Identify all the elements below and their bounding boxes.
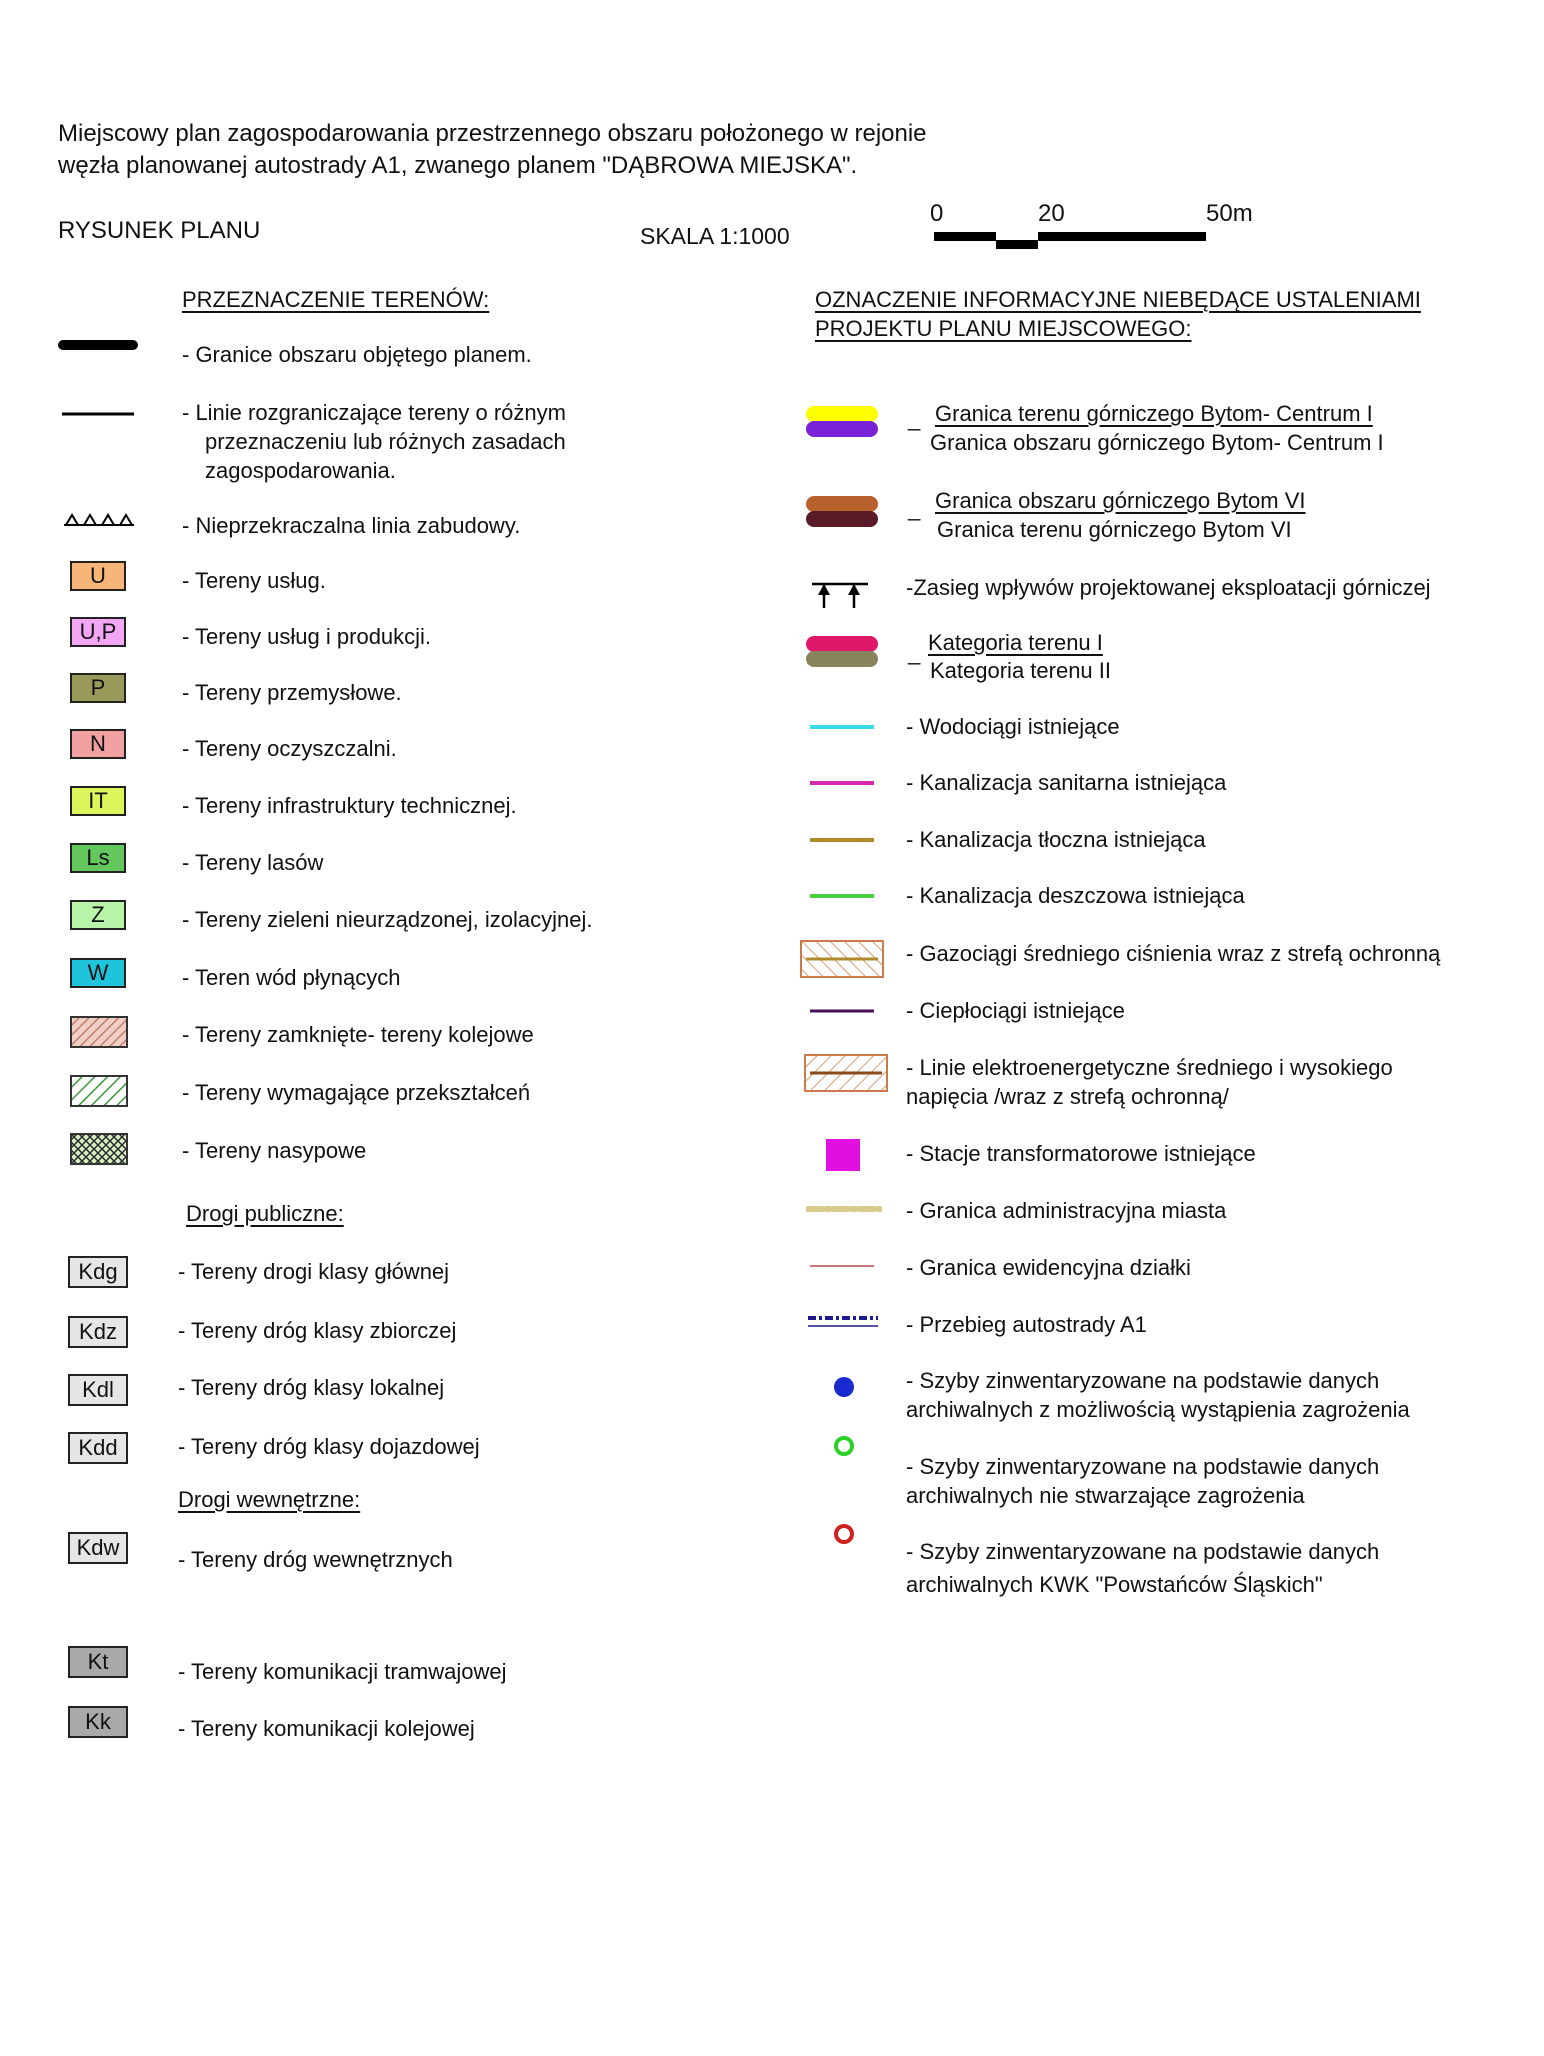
- legend-text-kdg: - Tereny drogi klasy głównej: [178, 1259, 450, 1284]
- scale-bar-graphic: [934, 230, 1264, 254]
- legend-text-mining-zone-2: Granica terenu górniczego Bytom VI: [937, 517, 1292, 542]
- sewer-line-icon: [808, 778, 876, 788]
- code-box-kdw: Kdw: [68, 1532, 128, 1564]
- code-box-kdd: Kdd: [68, 1432, 128, 1464]
- legend-text-category-1: Kategoria terenu I: [928, 630, 1103, 655]
- triangle-line-icon: [64, 512, 134, 528]
- plan-title-line-1: Miejscowy plan zagospodarowania przestrzennego obszaru położonego w rejonie: [58, 120, 927, 147]
- legend-text-shaft-kwk-2: archiwalnych KWK "Powstańców Śląskich": [906, 1572, 1323, 1597]
- scale-bar: [930, 200, 1260, 260]
- code-box-kt: Kt: [68, 1646, 128, 1678]
- prefix-mark-1: _: [908, 406, 921, 431]
- plan-title-line-2: węzła planowanej autostrady A1, zwanego planem "DĄBROWA MIEJSKA".: [58, 152, 858, 179]
- legend-text-kdw: - Tereny dróg wewnętrznych: [178, 1547, 453, 1572]
- scale-tick-20: 20: [1038, 200, 1065, 227]
- rail-hatch-icon: [70, 1016, 128, 1048]
- legend-text-kk: - Tereny komunikacji kolejowej: [178, 1716, 475, 1741]
- blue-dot-icon: [832, 1375, 856, 1399]
- code-box-kk: Kk: [68, 1706, 128, 1738]
- legend-text-power-2: napięcia /wraz z strefą ochronną/: [906, 1084, 1229, 1109]
- cross-hatch-icon: [70, 1133, 128, 1165]
- legend-text-shaft-danger-2: archiwalnych z możliwością wystąpienia zagrożenia: [906, 1397, 1410, 1422]
- code-box-u: U: [70, 561, 126, 591]
- internal-roads-heading: Drogi wewnętrzne:: [178, 1487, 361, 1512]
- red-ring-icon: [832, 1522, 856, 1546]
- power-hatch-icon: [804, 1054, 890, 1094]
- code-box-ls: Ls: [70, 843, 126, 873]
- legend-text-shaft-safe-2: archiwalnych nie stwarzające zagrożenia: [906, 1483, 1305, 1508]
- motorway-line-icon: [806, 1312, 880, 1330]
- brown-band-icon: [803, 494, 883, 530]
- arrows-icon: [810, 580, 870, 610]
- code-box-kdg: Kdg: [68, 1256, 128, 1288]
- legend-text-storm-sewer: - Kanalizacja deszczowa istniejąca: [906, 883, 1245, 908]
- legend-text-mining-area-2: Granica obszaru górniczego Bytom VI: [935, 488, 1306, 513]
- legend-text-transformer: - Stacje transformatorowe istniejące: [906, 1141, 1256, 1166]
- water-line-icon: [808, 722, 876, 732]
- legend-text-motorway: - Przebieg autostrady A1: [906, 1312, 1147, 1337]
- legend-text-heat: - Ciepłociągi istniejące: [906, 998, 1125, 1023]
- thin-line-icon: [62, 410, 134, 418]
- legend-text-shaft-safe-1: - Szyby zinwentaryzowane na podstawie danych: [906, 1454, 1380, 1479]
- code-box-kdl: Kdl: [68, 1374, 128, 1406]
- legend-text-mining-influence: -Zasieg wpływów projektowanej eksploatacji górniczej: [906, 575, 1431, 600]
- legend-text-category-2: Kategoria terenu II: [930, 658, 1112, 683]
- legend-text-shaft-kwk-1: - Szyby zinwentaryzowane na podstawie danych: [906, 1539, 1380, 1564]
- legend-text-rail: - Tereny zamknięte- tereny kolejowe: [182, 1022, 534, 1047]
- legend-text-dividing-line-1: - Linie rozgraniczające tereny o różnym: [182, 400, 566, 425]
- legend-text-it: - Tereny infrastruktury technicznej.: [182, 793, 517, 818]
- legend-text-p: - Tereny przemysłowe.: [182, 680, 402, 705]
- legend-text-shaft-danger-1: - Szyby zinwentaryzowane na podstawie danych: [906, 1368, 1380, 1393]
- legend-text-kdl: - Tereny dróg klasy lokalnej: [178, 1375, 445, 1400]
- legend-text-gas: - Gazociągi średniego ciśnienia wraz z strefą ochronną: [906, 941, 1441, 966]
- right-heading-line-2: PROJEKTU PLANU MIEJSCOWEGO:: [815, 316, 1192, 341]
- drawing-label: RYSUNEK PLANU: [58, 217, 261, 244]
- legend-text-building-line: - Nieprzekraczalna linia zabudowy.: [182, 513, 521, 538]
- left-heading: PRZEZNACZENIE TERENÓW:: [182, 287, 490, 312]
- legend-text-water: - Wodociągi istniejące: [906, 714, 1120, 739]
- legend-text-power-1: - Linie elektroenergetyczne średniego i wysokiego: [906, 1055, 1393, 1080]
- parcel-line-icon: [808, 1263, 876, 1269]
- legend-text-parcel: - Granica ewidencyjna działki: [906, 1255, 1191, 1280]
- code-box-n: N: [70, 729, 126, 759]
- heat-line-icon: [808, 1006, 876, 1016]
- legend-text-up: - Tereny usług i produkcji.: [182, 624, 432, 649]
- magenta-square-icon: [826, 1139, 860, 1171]
- legend-text-kdd: - Tereny dróg klasy dojazdowej: [178, 1434, 480, 1459]
- legend-text-sewer: - Kanalizacja sanitarna istniejąca: [906, 770, 1227, 795]
- code-box-z: Z: [70, 900, 126, 930]
- legend-text-area-border: - Granice obszaru objętego planem.: [182, 342, 532, 367]
- admin-border-icon: [806, 1203, 882, 1215]
- prefix-mark-2: _: [908, 496, 921, 521]
- code-box-kdz: Kdz: [68, 1316, 128, 1348]
- thick-line-icon: [58, 338, 138, 352]
- legend-text-u: - Tereny usług.: [182, 568, 326, 593]
- green-ring-icon: [832, 1434, 856, 1458]
- yellow-purple-band-icon: [803, 404, 883, 440]
- legend-text-embankment: - Tereny nasypowe: [182, 1138, 367, 1163]
- code-box-up: U,P: [70, 617, 126, 647]
- scale-tick-50: 50m: [1206, 200, 1253, 227]
- legend-text-dividing-line-2: przeznaczeniu lub różnych zasadach: [205, 429, 566, 454]
- legend-text-ls: - Tereny lasów: [182, 850, 324, 875]
- right-heading-line-1: OZNACZENIE INFORMACYJNE NIEBĘDĄCE USTALENIAMI: [815, 287, 1421, 312]
- code-box-it: IT: [70, 786, 126, 816]
- legend-text-n: - Tereny oczyszczalni.: [182, 736, 397, 761]
- legend-text-kdz: - Tereny dróg klasy zbiorczej: [178, 1318, 457, 1343]
- scale-label: SKALA 1:1000: [640, 223, 790, 249]
- public-roads-heading: Drogi publiczne:: [186, 1201, 344, 1226]
- pressure-line-icon: [808, 835, 876, 845]
- legend-text-mining-zone-1: Granica obszaru górniczego Bytom- Centrum I: [930, 430, 1384, 455]
- legend-text-pressure-sewer: - Kanalizacja tłoczna istniejąca: [906, 827, 1206, 852]
- legend-text-transformation: - Tereny wymagające przekształceń: [182, 1080, 531, 1105]
- storm-line-icon: [808, 891, 876, 901]
- code-box-p: P: [70, 673, 126, 703]
- legend-text-kt: - Tereny komunikacji tramwajowej: [178, 1659, 507, 1684]
- scale-tick-0: 0: [930, 200, 944, 227]
- legend-text-z: - Tereny zieleni nieurządzonej, izolacyjnej.: [182, 907, 593, 932]
- legend-text-w: - Teren wód płynących: [182, 965, 401, 990]
- code-box-w: W: [70, 958, 126, 988]
- category-band-icon: [803, 634, 883, 670]
- gas-hatch-icon: [800, 940, 886, 980]
- green-hatch-icon: [70, 1075, 128, 1107]
- legend-text-dividing-line-3: zagospodarowania.: [205, 458, 396, 483]
- legend-text-admin-border: - Granica administracyjna miasta: [906, 1198, 1227, 1223]
- legend-text-mining-area-1: Granica terenu górniczego Bytom- Centrum I: [935, 401, 1373, 426]
- prefix-mark-3: _: [908, 640, 921, 665]
